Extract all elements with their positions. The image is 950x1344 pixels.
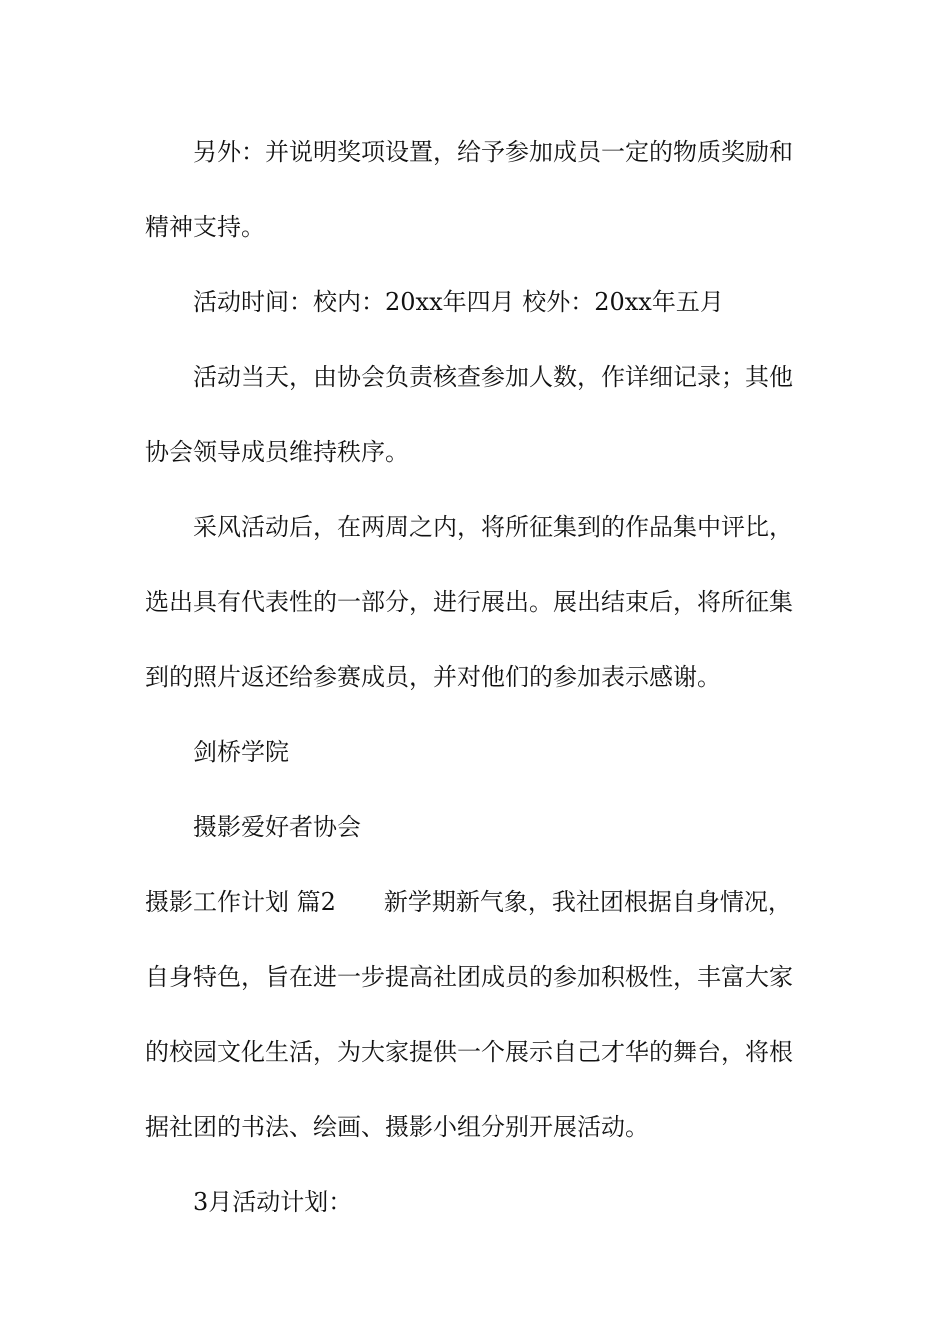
subsection-heading: 3月活动计划： bbox=[193, 1188, 353, 1216]
paragraph-line: 采风活动后，在两周之内，将所征集到的作品集中评比， bbox=[193, 513, 793, 541]
section-heading-line: 摄影工作计划 篇2 新学期新气象，我社团根据自身情况， bbox=[145, 888, 792, 916]
paragraph-line: 选出具有代表性的一部分，进行展出。展出结束后，将所征集 bbox=[145, 588, 793, 616]
paragraph-line: 自身特色，旨在进一步提高社团成员的参加积极性，丰富大家 bbox=[145, 963, 793, 991]
paragraph-line: 另外：并说明奖项设置，给予参加成员一定的物质奖励和 bbox=[193, 138, 793, 166]
paragraph-line: 到的照片返还给参赛成员，并对他们的参加表示感谢。 bbox=[145, 663, 721, 691]
paragraph-line: 据社团的书法、绘画、摄影小组分别开展活动。 bbox=[145, 1113, 649, 1141]
paragraph-line: 精神支持。 bbox=[145, 213, 265, 241]
paragraph-line: 活动当天，由协会负责核查参加人数，作详细记录；其他 bbox=[193, 363, 793, 391]
paragraph-line: 协会领导成员维持秩序。 bbox=[145, 438, 409, 466]
signature-organization: 剑桥学院 bbox=[193, 738, 289, 766]
paragraph-line: 活动时间：校内：20xx年四月 校外：20xx年五月 bbox=[193, 288, 724, 316]
paragraph-line: 的校园文化生活，为大家提供一个展示自己才华的舞台，将根 bbox=[145, 1038, 793, 1066]
signature-association: 摄影爱好者协会 bbox=[193, 813, 361, 841]
